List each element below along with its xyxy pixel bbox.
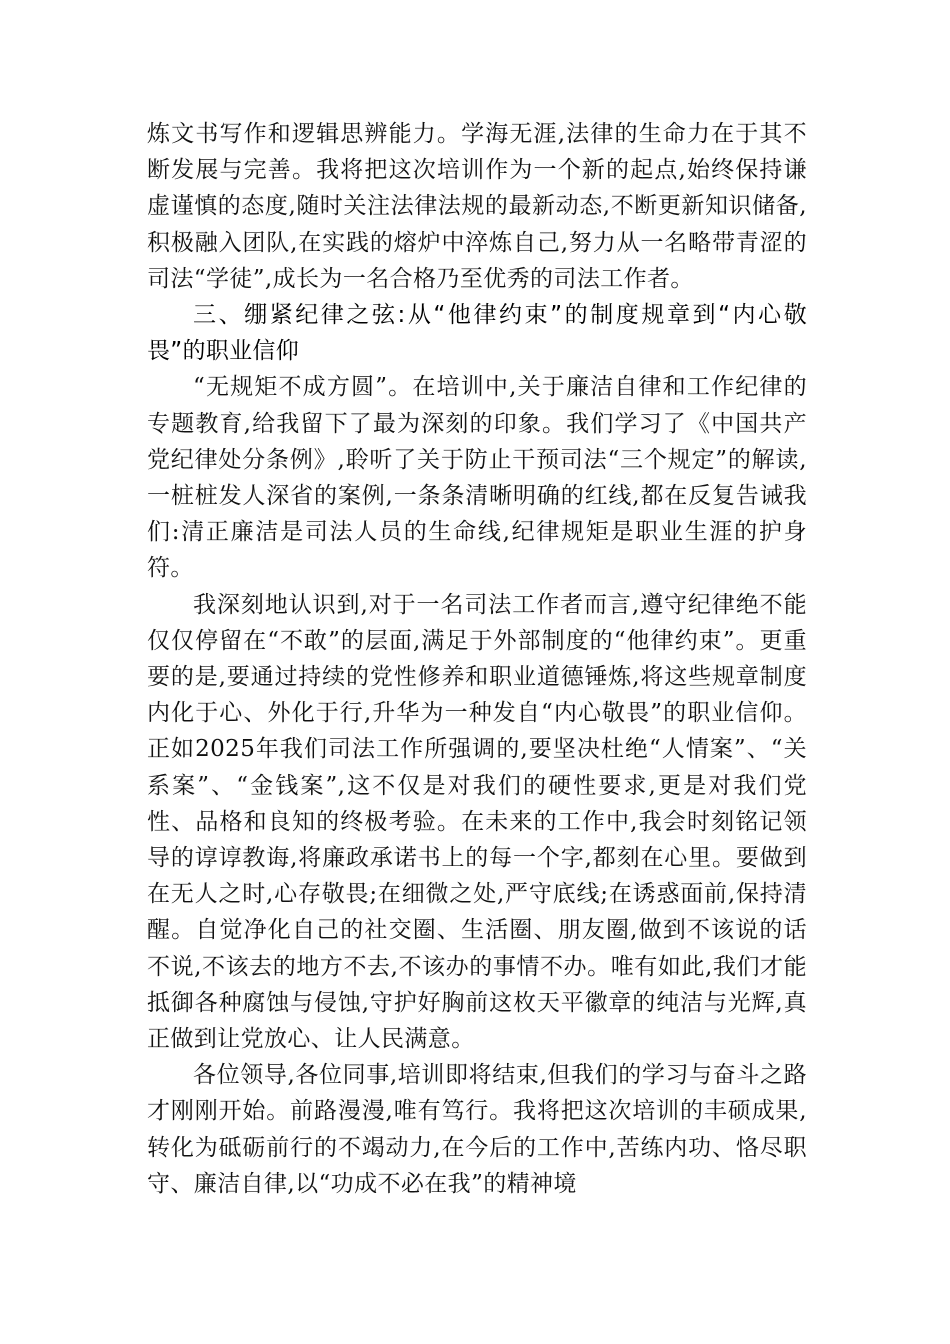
paragraph-training-reflection: 炼文书写作和逻辑思辨能力。学海无涯,法律的生命力在于其不断发展与完善。我将把这次培训作为一个新的起点,始终保持谦虚谨慎的态度,随时关注法律法规的最新动态,不断更新知识储备,积极融入团队,在实践的熔炉中淬炼自己,努力从一名略带青涩的司法“学徒”,成长为一名合格乃至优秀的司法工作者。: [147, 121, 807, 292]
paragraph-discipline-education: “无规矩不成方圆”。在培训中,关于廉洁自律和工作纪律的专题教育,给我留下了最为深刻的印象。我们学习了《中国共产党纪律处分条例》,聆听了关于防止干预司法“三个规定”的解读,一桩桩发人深省的案例,一条条清晰明确的红线,都在反复告诫我们:清正廉洁是司法人员的生命线,纪律规矩是职业生涯的护身符。: [147, 374, 807, 582]
paragraph-closing-remarks: 各位领导,各位同事,培训即将结束,但我们的学习与奋斗之路才刚刚开始。前路漫漫,唯有笃行。我将把这次培训的丰硕成果,转化为砥砺前行的不竭动力,在今后的工作中,苦练内功、恪尽职守、廉洁自律,以“功成不必在我”的精神境: [147, 1062, 807, 1197]
paragraph-inner-awe: 我深刻地认识到,对于一名司法工作者而言,遵守纪律绝不能仅仅停留在“不敢”的层面,满足于外部制度的“他律约束”。更重要的是,要通过持续的党性修养和职业道德锤炼,将这些规章制度内化于心、外化于行,升华为一种发自“内心敬畏”的职业信仰。正如2025年我们司法工作所强调的,要坚决杜绝“人情案”、“关系案”、“金钱案”,这不仅是对我们的硬性要求,更是对我们党性、品格和良知的终极考验。在未来的工作中,我会时刻铭记领导的谆谆教诲,将廉政承诺书上的每一个字,都刻在心里。要做到在无人之时,心存敬畏;在细微之处,严守底线;在诱惑面前,保持清醒。自觉净化自己的社交圈、生活圈、朋友圈,做到不该说的话不说,不该去的地方不去,不该办的事情不办。唯有如此,我们才能抵御各种腐蚀与侵蚀,守护好胸前这枚天平徽章的纯洁与光辉,真正做到让党放心、让人民满意。: [147, 591, 807, 1053]
document-page: [147, 116, 807, 1202]
section-heading-discipline: 三、绷紧纪律之弦:从“他律约束”的制度规章到“内心敬畏”的职业信仰: [147, 302, 807, 365]
